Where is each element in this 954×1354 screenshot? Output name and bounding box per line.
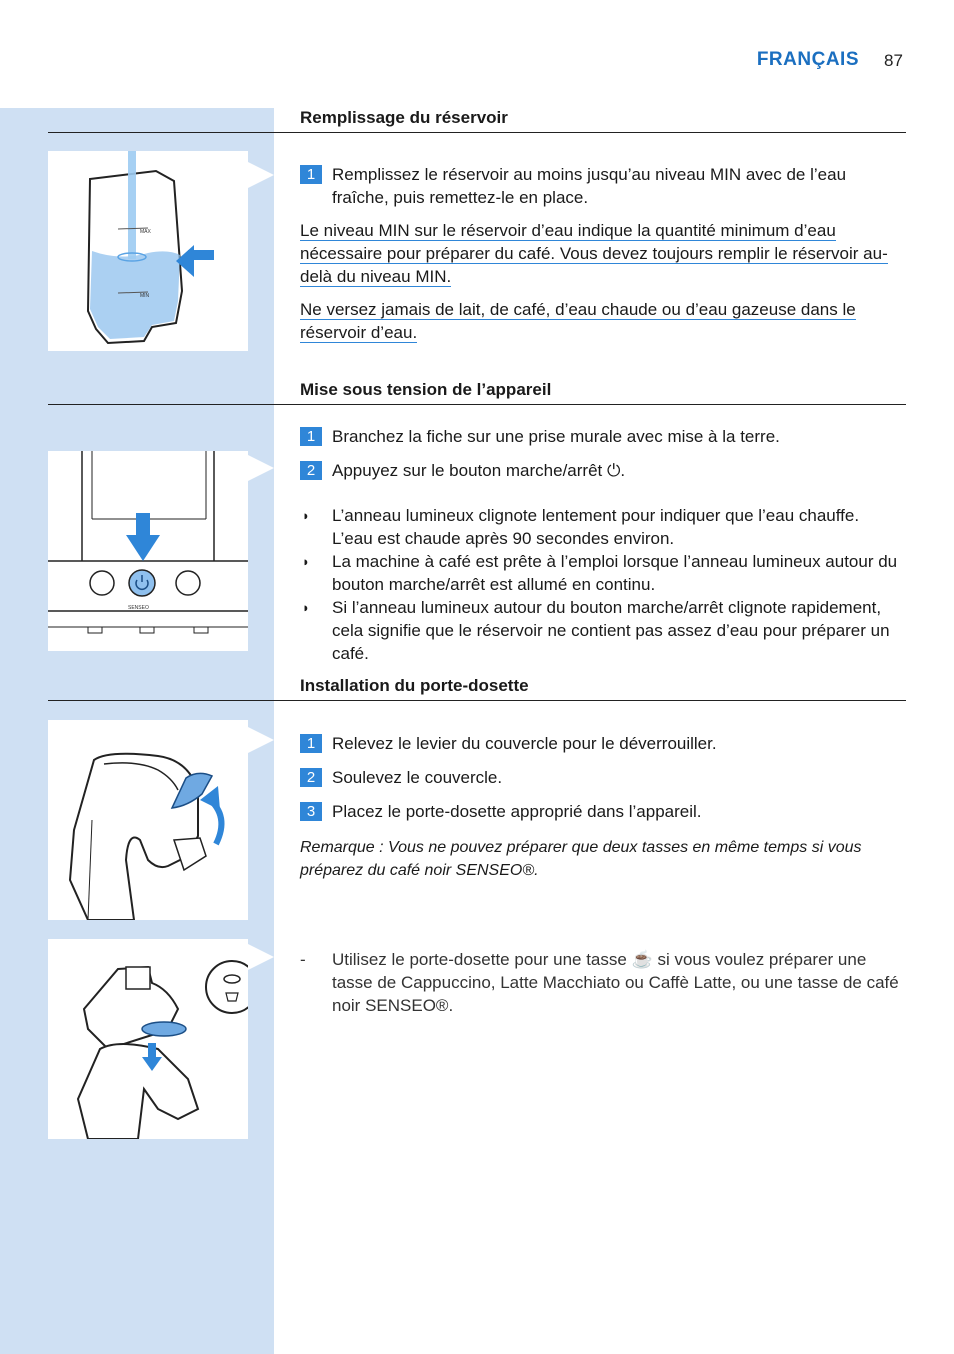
bullet-icon: ◗	[302, 600, 310, 615]
language-label: FRANÇAIS	[756, 49, 859, 70]
bullet-item	[300, 550, 900, 596]
step-badge: 3	[300, 802, 322, 821]
bullet-text: La machine à café est prête à l’emploi lorsque l’anneau lumineux autour du bouton marche/arrêt est allumé en continu.	[332, 552, 898, 594]
section-title-pod-holder: Installation du porte-dosette	[300, 676, 529, 695]
section-rule	[48, 404, 906, 405]
section-title-reservoir: Remplissage du réservoir	[300, 108, 508, 127]
illustration-power-button	[48, 451, 248, 651]
note-text: Le niveau MIN sur le réservoir d’eau indique la quantité minimum d’eau nécessaire pour préparer du café. Vous devez toujours remplir le réservoir au-delà du niveau MIN.	[300, 221, 888, 286]
illustration-pod-holder-insert	[48, 939, 248, 1139]
callout-pointer	[248, 455, 274, 481]
step-item	[300, 732, 900, 755]
step-text: Placez le porte-dosette approprié dans l’appareil.	[332, 802, 702, 821]
step-item	[300, 459, 900, 482]
step-item	[300, 766, 900, 789]
note-paragraph	[300, 219, 900, 288]
bullet-item	[300, 596, 900, 665]
warning-text: Ne versez jamais de lait, de café, d’eau chaude ou d’eau gazeuse dans le réservoir d’eau.	[300, 300, 856, 342]
step-text: Remplissez le réservoir au moins jusqu’au niveau MIN avec de l’eau fraîche, puis remettez-le en place.	[332, 165, 847, 207]
dash-item	[300, 948, 904, 1017]
step-text: Soulevez le couvercle.	[332, 768, 503, 787]
bullet-item	[300, 504, 900, 550]
power-text	[300, 425, 900, 665]
panel-label: SENSEO	[128, 605, 149, 611]
step-item	[300, 800, 900, 823]
section-title-power: Mise sous tension de l’appareil	[300, 380, 552, 399]
reservoir-text	[300, 163, 900, 344]
illustration-open-lid	[48, 720, 248, 920]
holder-text	[300, 732, 900, 882]
dash-text: Utilisez le porte-dosette pour une tasse ☕ si vous voulez préparer une tasse de Cappuccino, Latte Macchiato ou Caffè Latte, ou une tasse de café noir SENSEO®.	[332, 950, 899, 1015]
bullet-icon: ◗	[302, 508, 310, 523]
min-mark-label: MIN	[140, 293, 150, 299]
holder-dash-text	[300, 948, 904, 1017]
step-badge: 2	[300, 768, 322, 787]
bullet-icon: ◗	[302, 554, 310, 569]
illustration-water-tank	[48, 151, 248, 351]
callout-pointer	[248, 727, 274, 753]
step-item	[300, 425, 900, 448]
step-text: Branchez la fiche sur une prise murale avec mise à la terre.	[332, 427, 780, 446]
max-mark-label: MAX	[140, 229, 151, 235]
callout-pointer	[248, 944, 274, 970]
step-badge: 1	[300, 165, 322, 184]
warning-paragraph	[300, 298, 900, 344]
step-text: Relevez le levier du couvercle pour le déverrouiller.	[332, 734, 717, 753]
step-badge: 1	[300, 427, 322, 446]
section-rule	[48, 700, 906, 701]
callout-pointer	[248, 162, 274, 188]
page-number: 87	[884, 51, 903, 70]
dash-icon: -	[300, 950, 306, 969]
bullet-text: Si l’anneau lumineux autour du bouton marche/arrêt clignote rapidement, cela signifie que le réservoir ne contient pas assez d’eau pour préparer un café.	[332, 598, 890, 663]
remark-note: Remarque : Vous ne pouvez préparer que deux tasses en même temps si vous préparez du café noir SENSEO®.	[300, 839, 862, 879]
step-badge: 1	[300, 734, 322, 753]
step-item	[300, 163, 900, 209]
step-text: Appuyez sur le bouton marche/arrêt ⏻.	[332, 461, 626, 480]
step-badge: 2	[300, 461, 322, 480]
arrow-down-icon	[126, 535, 160, 561]
section-rule	[48, 132, 906, 133]
bullet-text: L’anneau lumineux clignote lentement pour indiquer que l’eau chauffe. L’eau est chaude après 90 secondes environ.	[332, 506, 860, 548]
